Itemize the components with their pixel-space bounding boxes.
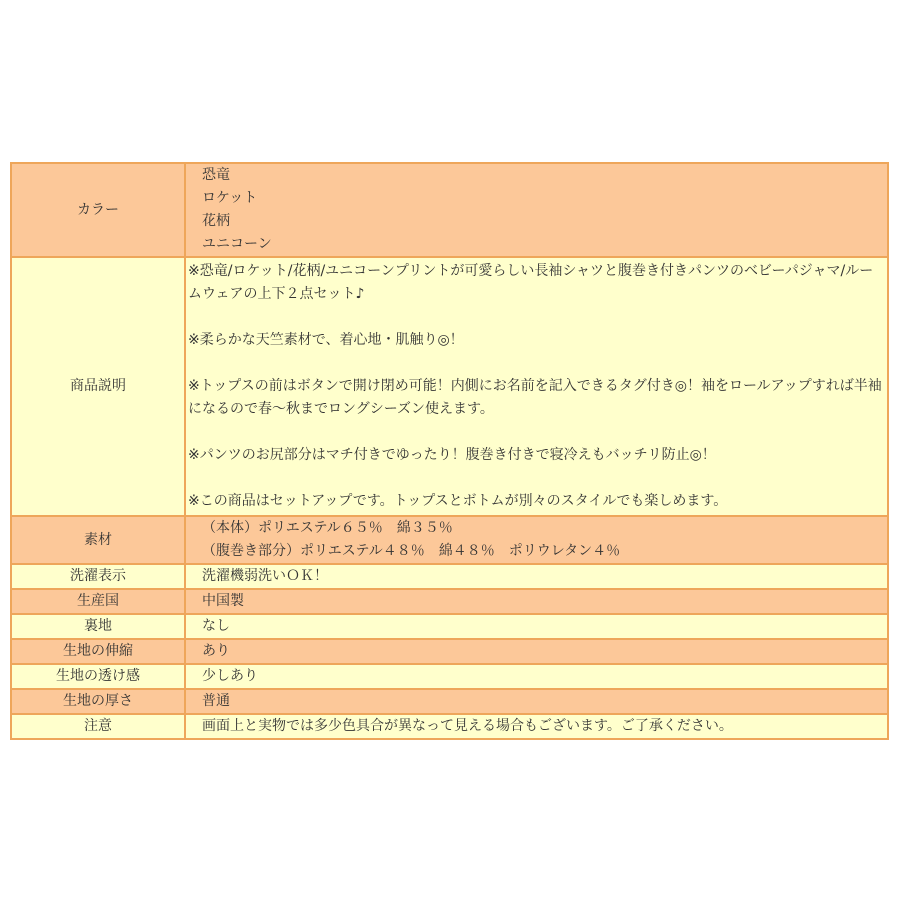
material-line: （本体）ポリエステル６５％ 綿３５％ xyxy=(202,520,453,536)
color-option: 恐竜 xyxy=(202,167,230,183)
description-paragraph: ※トップスの前はボタンで開け閉め可能！内側にお名前を記入できるタグ付き◎！袖をロールアップすれば半袖になるので春～秋までロングシーズン使えます。 xyxy=(188,378,882,417)
description-paragraph: ※恐竜/ロケット/花柄/ユニコーンプリントが可愛らしい長袖シャツと腹巻き付きパンツのベビーパジャマ/ルームウェアの上下２点セット♪ xyxy=(188,263,874,302)
spec-row-origin xyxy=(11,589,888,614)
product-spec-table xyxy=(10,162,889,740)
spec-value: 少しあり xyxy=(185,664,888,689)
spec-row-description xyxy=(11,257,888,516)
spec-label: 生産国 xyxy=(11,589,185,614)
spec-label: 商品説明 xyxy=(11,257,185,516)
spec-value xyxy=(185,163,888,257)
spec-row-material xyxy=(11,516,888,564)
spec-label: 裏地 xyxy=(11,614,185,639)
spec-value: 画面上と実物では多少色具合が異なって見える場合もございます。ご了承ください。 xyxy=(185,714,888,739)
spec-row-color xyxy=(11,163,888,257)
color-option: ロケット xyxy=(202,190,258,206)
spec-value: あり xyxy=(185,639,888,664)
color-option: ユニコーン xyxy=(202,236,272,252)
color-option: 花柄 xyxy=(202,213,230,229)
spec-value: なし xyxy=(185,614,888,639)
spec-value: 普通 xyxy=(185,689,888,714)
spec-value: 中国製 xyxy=(185,589,888,614)
spec-label: 生地の伸縮 xyxy=(11,639,185,664)
spec-label: カラー xyxy=(11,163,185,257)
spec-row-lining xyxy=(11,614,888,639)
spec-row-sheerness xyxy=(11,664,888,689)
spec-row-thickness xyxy=(11,689,888,714)
description-paragraph: ※この商品はセットアップです。トップスとボトムが別々のスタイルでも楽しめます。 xyxy=(188,493,728,509)
spec-label: 注意 xyxy=(11,714,185,739)
spec-row-notice xyxy=(11,714,888,739)
spec-value: 洗濯機弱洗いＯＫ！ xyxy=(185,564,888,589)
spec-row-stretch xyxy=(11,639,888,664)
material-line: （腹巻き部分）ポリエステル４８％ 綿４８％ ポリウレタン４％ xyxy=(202,543,621,559)
spec-label: 生地の厚さ xyxy=(11,689,185,714)
description-paragraph: ※柔らかな天竺素材で、着心地・肌触り◎！ xyxy=(188,332,464,348)
spec-label: 生地の透け感 xyxy=(11,664,185,689)
spec-value xyxy=(185,516,888,564)
description-paragraph: ※パンツのお尻部分はマチ付きでゆったり！腹巻き付きで寝冷えもバッチリ防止◎！ xyxy=(188,447,716,463)
spec-label: 素材 xyxy=(11,516,185,564)
spec-value xyxy=(185,257,888,516)
spec-row-washing xyxy=(11,564,888,589)
spec-label: 洗濯表示 xyxy=(11,564,185,589)
